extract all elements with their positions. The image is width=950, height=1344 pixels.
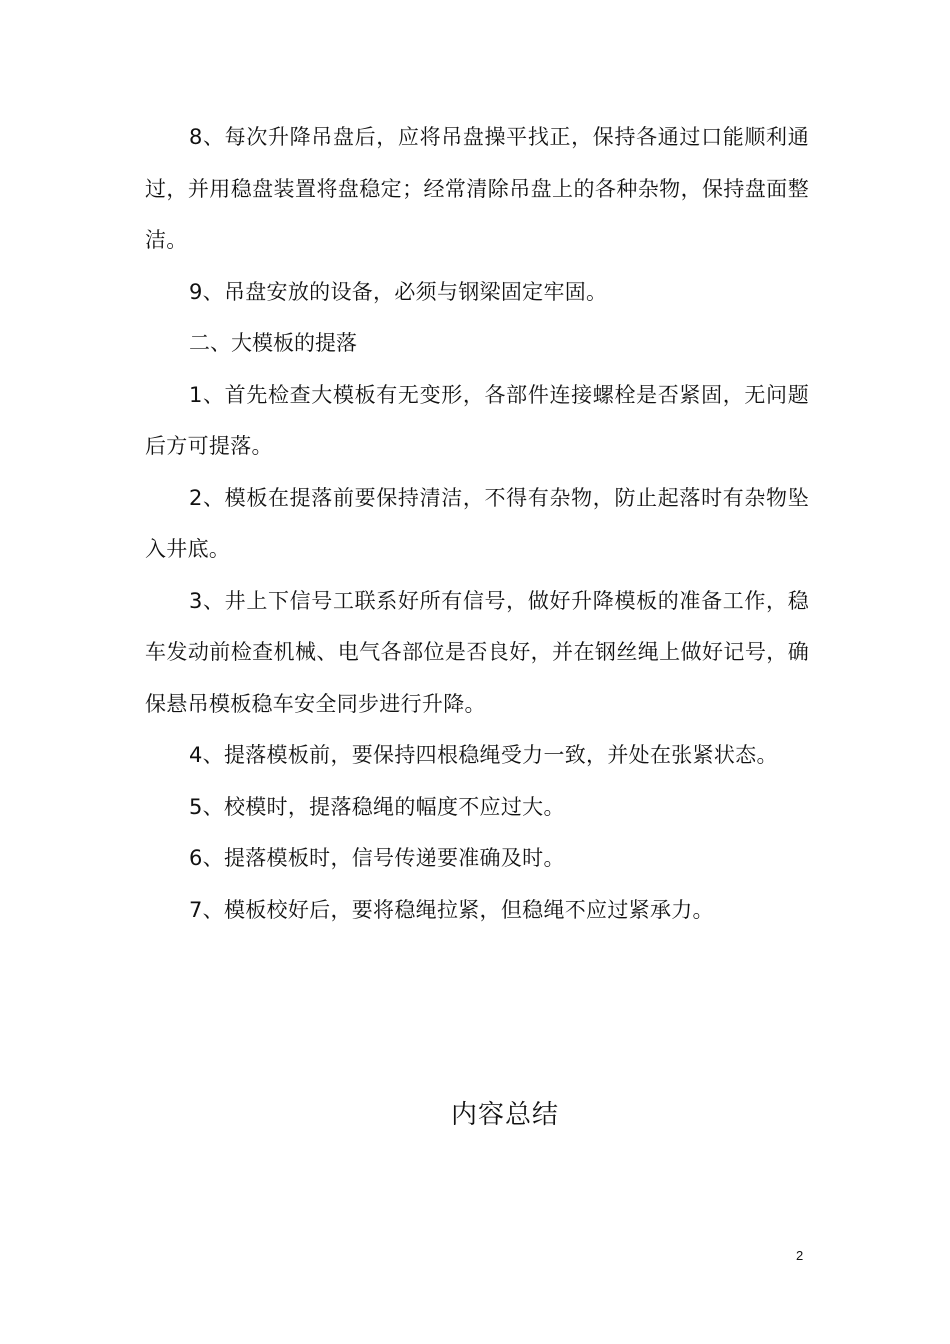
page-number: 2 — [796, 1248, 804, 1263]
paragraph-item-3: 3、井上下信号工联系好所有信号，做好升降模板的准备工作，稳车发动前检查机械、电气各部位是否良好，并在钢丝绳上做好记号，确保悬吊模板稳车安全同步进行升降。 — [145, 588, 809, 716]
paragraph-item-1: 1、首先检查大模板有无变形，各部件连接螺栓是否紧固，无问题后方可提落。 — [145, 382, 809, 458]
paragraph-item-7: 7、模板校好后，要将稳绳拉紧，但稳绳不应过紧承力。 — [189, 897, 714, 922]
paragraph-item-5: 5、校模时，提落稳绳的幅度不应过大。 — [189, 794, 565, 819]
paragraph-item-9: 9、吊盘安放的设备，必须与钢梁固定牢固。 — [189, 279, 608, 304]
paragraph-item-8: 8、每次升降吊盘后，应将吊盘操平找正，保持各通过口能顺利通过，并用稳盘装置将盘稳定；经常清除吊盘上的各种杂物，保持盘面整洁。 — [145, 125, 809, 252]
document-body — [145, 112, 809, 936]
summary-title: 内容总结 — [450, 1100, 559, 1130]
paragraph-item-6: 6、提落模板时，信号传递要准确及时。 — [189, 846, 565, 870]
paragraph-item-2: 2、模板在提落前要保持清洁，不得有杂物，防止起落时有杂物坠入井底。 — [145, 485, 809, 561]
paragraph-item-4: 4、提落模板前，要保持四根稳绳受力一致，并处在张紧状态。 — [189, 743, 778, 767]
section-heading: 二、大模板的提落 — [189, 331, 357, 355]
